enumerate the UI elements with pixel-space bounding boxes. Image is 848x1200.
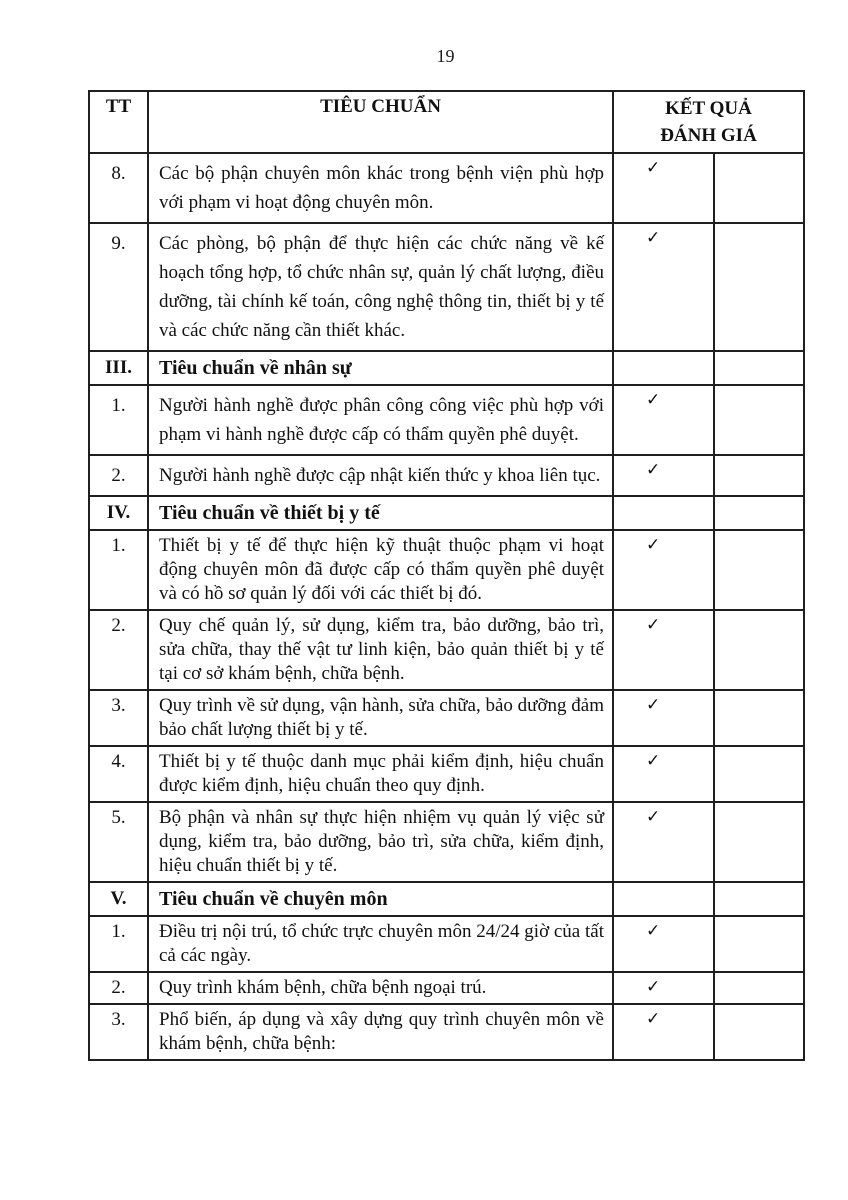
row-criteria-text: Phổ biến, áp dụng và xây dựng quy trình chuyên môn về khám bệnh, chữa bệnh: [148, 1004, 613, 1060]
row-criteria-text: Tiêu chuẩn về chuyên môn [148, 882, 613, 916]
header-result-line1: KẾT QUẢ [665, 98, 752, 119]
row-number: 3. [89, 690, 148, 746]
row-result-cell-1 [613, 496, 714, 530]
row-result-cell-1 [613, 610, 714, 690]
row-number: 1. [89, 530, 148, 610]
checkmark-icon: ✓ [646, 158, 661, 177]
row-number: III. [89, 351, 148, 385]
page-number: 19 [436, 46, 455, 66]
table-row [89, 385, 804, 455]
row-result-cell-1 [613, 916, 714, 972]
table-row [89, 153, 804, 223]
row-criteria-text: Tiêu chuẩn về thiết bị y tế [148, 496, 613, 530]
row-result-cell-2 [714, 1004, 804, 1060]
checkmark-icon: ✓ [646, 695, 661, 714]
row-criteria-text: Điều trị nội trú, tổ chức trực chuyên môn 24/24 giờ của tất cả các ngày. [148, 916, 613, 972]
checkmark-icon: ✓ [646, 228, 661, 247]
row-result-cell-2 [714, 351, 804, 385]
table-header [89, 91, 804, 153]
table-row [89, 690, 804, 746]
checkmark-icon: ✓ [646, 535, 661, 554]
table-row [89, 972, 804, 1004]
checkmark-icon: ✓ [646, 1009, 661, 1028]
row-number: 8. [89, 153, 148, 223]
row-result-cell-1 [613, 385, 714, 455]
checkmark-icon: ✓ [646, 615, 661, 634]
row-result-cell-1 [613, 223, 714, 351]
row-criteria-text: Người hành nghề được phân công công việc phù hợp với phạm vi hành nghề được cấp có thẩm quyền phê duyệt. [148, 385, 613, 455]
row-criteria-text: Người hành nghề được cập nhật kiến thức y khoa liên tục. [148, 455, 613, 496]
table-row [89, 223, 804, 351]
row-number: 1. [89, 916, 148, 972]
row-result-cell-2 [714, 610, 804, 690]
table-row [89, 746, 804, 802]
row-result-cell-1 [613, 882, 714, 916]
row-number: 1. [89, 385, 148, 455]
row-result-cell-2 [714, 455, 804, 496]
row-result-cell-1 [613, 690, 714, 746]
row-result-cell-1 [613, 153, 714, 223]
checkmark-icon: ✓ [646, 751, 661, 770]
table-row [89, 455, 804, 496]
row-result-cell-1 [613, 972, 714, 1004]
header-row [89, 91, 804, 153]
row-number: 4. [89, 746, 148, 802]
checkmark-icon: ✓ [646, 921, 661, 940]
table-row [89, 530, 804, 610]
row-criteria-text: Quy chế quản lý, sử dụng, kiểm tra, bảo dưỡng, bảo trì, sửa chữa, thay thế vật tư linh kiện, bảo quản thiết bị y tế tại cơ sở khám bệnh, chữa bệnh. [148, 610, 613, 690]
table-row [89, 610, 804, 690]
row-number: 2. [89, 455, 148, 496]
row-number: 5. [89, 802, 148, 882]
row-number: IV. [89, 496, 148, 530]
row-number: 3. [89, 1004, 148, 1060]
row-result-cell-2 [714, 690, 804, 746]
row-criteria-text: Các phòng, bộ phận để thực hiện các chức năng về kế hoạch tổng hợp, tổ chức nhân sự, quản lý chất lượng, điều dưỡng, tài chính kế toán, công nghệ thông tin, thiết bị y tế và các chức năng cần thiết khác. [148, 223, 613, 351]
row-number: V. [89, 882, 148, 916]
row-criteria-text: Thiết bị y tế thuộc danh mục phải kiểm định, hiệu chuẩn được kiểm định, hiệu chuẩn theo quy định. [148, 746, 613, 802]
table-row [89, 882, 804, 916]
row-result-cell-2 [714, 916, 804, 972]
row-result-cell-1 [613, 455, 714, 496]
row-result-cell-2 [714, 802, 804, 882]
table-row [89, 496, 804, 530]
row-number: 2. [89, 972, 148, 1004]
row-criteria-text: Quy trình về sử dụng, vận hành, sửa chữa, bảo dưỡng đảm bảo chất lượng thiết bị y tế. [148, 690, 613, 746]
row-result-cell-1 [613, 746, 714, 802]
row-number: 2. [89, 610, 148, 690]
row-criteria-text: Quy trình khám bệnh, chữa bệnh ngoại trú. [148, 972, 613, 1004]
checkmark-icon: ✓ [646, 807, 661, 826]
row-result-cell-2 [714, 223, 804, 351]
row-result-cell-2 [714, 530, 804, 610]
row-result-cell-2 [714, 496, 804, 530]
row-result-cell-2 [714, 153, 804, 223]
checkmark-icon: ✓ [646, 460, 661, 479]
row-criteria-text: Các bộ phận chuyên môn khác trong bệnh viện phù hợp với phạm vi hoạt động chuyên môn. [148, 153, 613, 223]
checkmark-icon: ✓ [646, 390, 661, 409]
table-row [89, 916, 804, 972]
row-result-cell-2 [714, 385, 804, 455]
row-result-cell-1 [613, 1004, 714, 1060]
header-result-line2: ĐÁNH GIÁ [660, 125, 757, 146]
header-criteria: TIÊU CHUẨN [148, 91, 613, 153]
row-result-cell-2 [714, 882, 804, 916]
row-criteria-text: Bộ phận và nhân sự thực hiện nhiệm vụ quản lý việc sử dụng, kiểm tra, bảo dưỡng, bảo trì, sửa chữa, kiểm định, hiệu chuẩn thiết bị y tế. [148, 802, 613, 882]
row-result-cell-1 [613, 530, 714, 610]
header-tt: TT [89, 91, 148, 153]
checkmark-icon: ✓ [646, 977, 661, 996]
row-result-cell-1 [613, 802, 714, 882]
row-result-cell-2 [714, 746, 804, 802]
table-row [89, 802, 804, 882]
row-number: 9. [89, 223, 148, 351]
row-result-cell-1 [613, 351, 714, 385]
header-result [613, 91, 804, 153]
table-row [89, 1004, 804, 1060]
row-criteria-text: Tiêu chuẩn về nhân sự [148, 351, 613, 385]
criteria-table [88, 90, 805, 1061]
table-row [89, 351, 804, 385]
table-body [89, 153, 804, 1060]
row-criteria-text: Thiết bị y tế để thực hiện kỹ thuật thuộc phạm vi hoạt động chuyên môn đã được cấp có thẩm quyền phê duyệt và có hồ sơ quản lý đối với các thiết bị đó. [148, 530, 613, 610]
row-result-cell-2 [714, 972, 804, 1004]
